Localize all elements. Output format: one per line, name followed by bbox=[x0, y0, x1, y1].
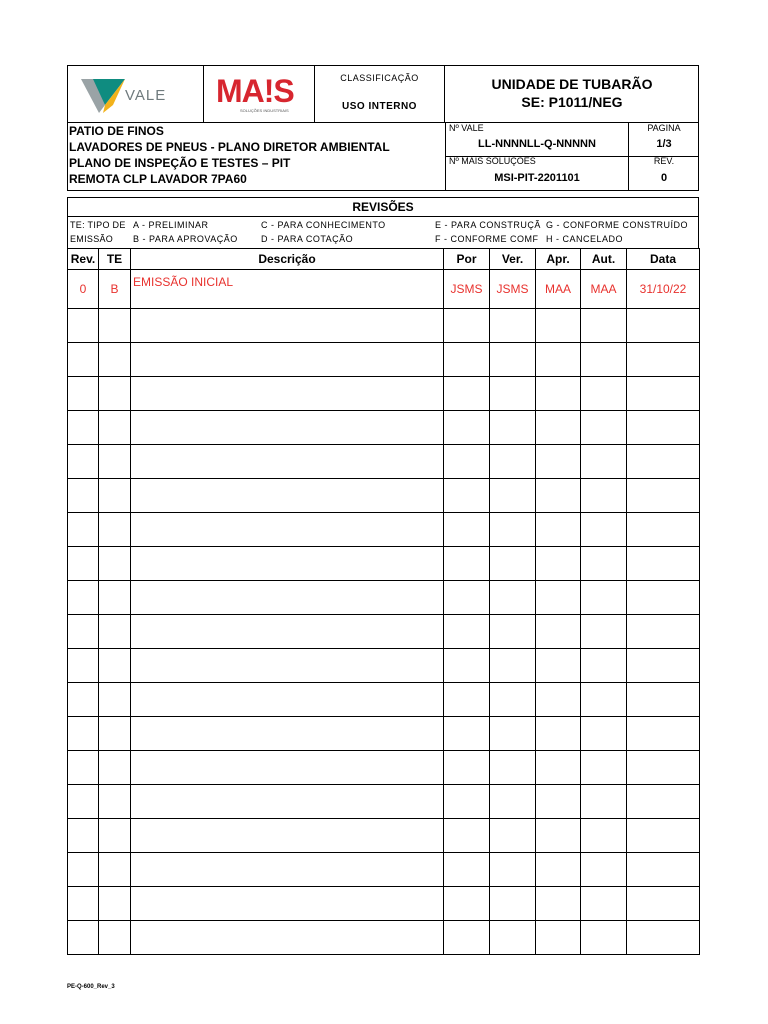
empty-cell bbox=[490, 479, 536, 513]
empty-cell bbox=[581, 547, 627, 581]
empty-cell bbox=[581, 649, 627, 683]
empty-cell bbox=[68, 615, 99, 649]
vale-logo bbox=[67, 65, 204, 123]
col-ver: Ver. bbox=[490, 249, 536, 270]
row-ver: JSMS bbox=[490, 270, 536, 309]
empty-cell bbox=[627, 547, 700, 581]
empty-cell bbox=[490, 785, 536, 819]
legend-te-2: EMISSÃO bbox=[70, 234, 114, 244]
classificacao-value: USO INTERNO bbox=[342, 101, 417, 112]
empty-cell bbox=[536, 309, 581, 343]
empty-cell bbox=[99, 717, 131, 751]
empty-cell bbox=[131, 615, 444, 649]
empty-cell bbox=[131, 377, 444, 411]
mais-no-value: MSI-PIT-2201101 bbox=[494, 172, 580, 184]
table-row bbox=[68, 479, 700, 513]
empty-cell bbox=[131, 751, 444, 785]
empty-cell bbox=[536, 547, 581, 581]
empty-cell bbox=[627, 343, 700, 377]
table-row bbox=[68, 270, 700, 309]
table-row bbox=[68, 411, 700, 445]
empty-cell bbox=[444, 615, 490, 649]
empty-cell bbox=[68, 547, 99, 581]
empty-cell bbox=[99, 411, 131, 445]
col-aut: Aut. bbox=[581, 249, 627, 270]
empty-cell bbox=[490, 819, 536, 853]
col-rev: Rev. bbox=[68, 249, 99, 270]
empty-cell bbox=[444, 921, 490, 955]
empty-cell bbox=[99, 819, 131, 853]
mais-no-cell bbox=[445, 156, 628, 191]
empty-cell bbox=[581, 411, 627, 445]
legend-h: H - CANCELADO bbox=[546, 234, 624, 244]
empty-cell bbox=[444, 649, 490, 683]
empty-cell bbox=[99, 479, 131, 513]
empty-cell bbox=[131, 921, 444, 955]
empty-cell bbox=[536, 581, 581, 615]
empty-cell bbox=[490, 887, 536, 921]
empty-cell bbox=[627, 581, 700, 615]
empty-cell bbox=[490, 309, 536, 343]
legend-a: A - PRELIMINAR bbox=[133, 220, 209, 230]
empty-cell bbox=[536, 445, 581, 479]
rev-cell bbox=[628, 156, 699, 191]
legend-d: D - PARA COTAÇÃO bbox=[261, 234, 354, 244]
empty-cell bbox=[536, 853, 581, 887]
empty-cell bbox=[68, 921, 99, 955]
empty-cell bbox=[68, 581, 99, 615]
table-row bbox=[68, 615, 700, 649]
table-row bbox=[68, 513, 700, 547]
empty-cell bbox=[444, 411, 490, 445]
empty-cell bbox=[68, 479, 99, 513]
table-row bbox=[68, 377, 700, 411]
empty-cell bbox=[131, 343, 444, 377]
empty-cell bbox=[581, 377, 627, 411]
empty-cell bbox=[68, 887, 99, 921]
empty-cell bbox=[627, 921, 700, 955]
unit-line2: SE: P1011/NEG bbox=[521, 94, 623, 110]
empty-cell bbox=[536, 819, 581, 853]
pagina-value: 1/3 bbox=[656, 138, 672, 150]
empty-cell bbox=[444, 853, 490, 887]
empty-cell bbox=[68, 411, 99, 445]
table-row bbox=[68, 309, 700, 343]
col-te: TE bbox=[99, 249, 131, 270]
empty-cell bbox=[536, 513, 581, 547]
empty-cell bbox=[627, 853, 700, 887]
empty-cell bbox=[68, 377, 99, 411]
empty-cell bbox=[99, 377, 131, 411]
classificacao-cell bbox=[315, 65, 445, 123]
row-desc: EMISSÃO INICIAL bbox=[131, 270, 444, 309]
empty-cell bbox=[581, 853, 627, 887]
pagina-label: PAGINA bbox=[647, 123, 681, 133]
empty-cell bbox=[627, 513, 700, 547]
empty-cell bbox=[444, 785, 490, 819]
empty-cell bbox=[536, 717, 581, 751]
footer-code: PE-Q-600_Rev_3 bbox=[67, 984, 115, 990]
empty-cell bbox=[68, 819, 99, 853]
empty-cell bbox=[490, 717, 536, 751]
revisoes-legend bbox=[67, 216, 699, 248]
empty-cell bbox=[490, 683, 536, 717]
empty-cell bbox=[627, 411, 700, 445]
empty-cell bbox=[444, 547, 490, 581]
revisions-table bbox=[67, 248, 700, 955]
empty-cell bbox=[490, 411, 536, 445]
empty-cell bbox=[490, 581, 536, 615]
empty-cell bbox=[581, 513, 627, 547]
empty-cell bbox=[131, 479, 444, 513]
empty-cell bbox=[581, 309, 627, 343]
empty-cell bbox=[444, 581, 490, 615]
empty-cell bbox=[581, 445, 627, 479]
table-row bbox=[68, 853, 700, 887]
empty-cell bbox=[490, 649, 536, 683]
empty-cell bbox=[99, 751, 131, 785]
empty-cell bbox=[581, 785, 627, 819]
table-row bbox=[68, 717, 700, 751]
row-por: JSMS bbox=[444, 270, 490, 309]
empty-cell bbox=[131, 853, 444, 887]
doc-title-line-4: REMOTA CLP LAVADOR 7PA60 bbox=[69, 172, 247, 186]
table-row bbox=[68, 581, 700, 615]
table-row bbox=[68, 785, 700, 819]
unit-line1: UNIDADE DE TUBARÃO bbox=[491, 76, 653, 92]
empty-cell bbox=[581, 717, 627, 751]
empty-cell bbox=[536, 887, 581, 921]
empty-cell bbox=[490, 921, 536, 955]
empty-cell bbox=[536, 479, 581, 513]
empty-cell bbox=[490, 377, 536, 411]
empty-cell bbox=[490, 751, 536, 785]
empty-cell bbox=[581, 581, 627, 615]
vale-logo-icon bbox=[79, 75, 129, 115]
col-data: Data bbox=[627, 249, 700, 270]
empty-cell bbox=[536, 751, 581, 785]
empty-cell bbox=[627, 683, 700, 717]
empty-cell bbox=[68, 445, 99, 479]
empty-cell bbox=[131, 547, 444, 581]
legend-te-1: TE: TIPO DE bbox=[70, 220, 126, 230]
empty-cell bbox=[131, 785, 444, 819]
empty-cell bbox=[444, 377, 490, 411]
empty-cell bbox=[581, 887, 627, 921]
unit-cell bbox=[445, 65, 699, 123]
empty-cell bbox=[131, 411, 444, 445]
table-row bbox=[68, 649, 700, 683]
doc-title bbox=[69, 123, 445, 187]
empty-cell bbox=[444, 445, 490, 479]
pagina-cell bbox=[628, 122, 699, 157]
col-por: Por bbox=[444, 249, 490, 270]
empty-cell bbox=[490, 445, 536, 479]
empty-cell bbox=[99, 921, 131, 955]
empty-cell bbox=[68, 309, 99, 343]
vale-logo-text: VALE bbox=[125, 87, 167, 104]
revisoes-title: REVISÕES bbox=[67, 197, 699, 217]
legend-b: B - PARA APROVAÇÃO bbox=[133, 234, 238, 244]
empty-cell bbox=[99, 445, 131, 479]
empty-cell bbox=[444, 683, 490, 717]
empty-cell bbox=[581, 751, 627, 785]
empty-cell bbox=[131, 309, 444, 343]
empty-cell bbox=[536, 785, 581, 819]
empty-cell bbox=[99, 547, 131, 581]
row-data: 31/10/22 bbox=[627, 270, 700, 309]
empty-cell bbox=[444, 309, 490, 343]
doc-title-line-1: PATIO DE FINOS bbox=[69, 124, 164, 138]
table-row bbox=[68, 343, 700, 377]
mais-logo bbox=[204, 65, 315, 123]
empty-cell bbox=[68, 785, 99, 819]
empty-cell bbox=[627, 717, 700, 751]
table-row bbox=[68, 683, 700, 717]
empty-cell bbox=[490, 513, 536, 547]
empty-cell bbox=[581, 615, 627, 649]
row-aut: MAA bbox=[581, 270, 627, 309]
empty-cell bbox=[490, 547, 536, 581]
empty-cell bbox=[131, 581, 444, 615]
table-row bbox=[68, 547, 700, 581]
empty-cell bbox=[536, 649, 581, 683]
rev-label: REV. bbox=[653, 156, 675, 166]
doc-title-line-3: PLANO DE INSPEÇÃO E TESTES – PIT bbox=[69, 156, 291, 170]
empty-cell bbox=[99, 513, 131, 547]
empty-cell bbox=[536, 343, 581, 377]
classificacao-label: CLASSIFICAÇÃO bbox=[340, 73, 419, 83]
mais-logo-sub: SOLUÇÕES INDUSTRIAIS bbox=[240, 108, 289, 113]
empty-cell bbox=[490, 615, 536, 649]
empty-cell bbox=[536, 377, 581, 411]
legend-f: F - CONFORME COMF bbox=[435, 234, 539, 244]
table-row bbox=[68, 921, 700, 955]
empty-cell bbox=[581, 819, 627, 853]
empty-cell bbox=[444, 479, 490, 513]
col-descricao: Descrição bbox=[131, 249, 444, 270]
empty-cell bbox=[581, 683, 627, 717]
empty-cell bbox=[99, 887, 131, 921]
mais-no-label: Nº MAIS SOLUÇÕES bbox=[449, 156, 536, 166]
empty-cell bbox=[99, 649, 131, 683]
vale-no-cell bbox=[445, 122, 628, 157]
table-row bbox=[68, 819, 700, 853]
table-row bbox=[68, 751, 700, 785]
empty-cell bbox=[581, 921, 627, 955]
empty-cell bbox=[99, 309, 131, 343]
vale-no-label: Nº VALE bbox=[449, 123, 484, 133]
empty-cell bbox=[627, 377, 700, 411]
row-apr: MAA bbox=[536, 270, 581, 309]
empty-cell bbox=[68, 649, 99, 683]
empty-cell bbox=[68, 751, 99, 785]
legend-c: C - PARA CONHECIMENTO bbox=[261, 220, 386, 230]
empty-cell bbox=[627, 649, 700, 683]
empty-cell bbox=[99, 581, 131, 615]
doc-title-line-2: LAVADORES DE PNEUS - PLANO DIRETOR AMBIENTAL bbox=[69, 140, 390, 154]
row-te: B bbox=[99, 270, 131, 309]
empty-cell bbox=[444, 717, 490, 751]
empty-cell bbox=[627, 887, 700, 921]
empty-cell bbox=[536, 411, 581, 445]
empty-cell bbox=[444, 751, 490, 785]
legend-e: E - PARA CONSTRUÇÃ bbox=[435, 220, 541, 230]
empty-cell bbox=[536, 615, 581, 649]
empty-cell bbox=[68, 717, 99, 751]
empty-cell bbox=[99, 683, 131, 717]
empty-cell bbox=[444, 819, 490, 853]
empty-cell bbox=[99, 853, 131, 887]
empty-cell bbox=[490, 853, 536, 887]
table-row bbox=[68, 887, 700, 921]
empty-cell bbox=[68, 343, 99, 377]
empty-cell bbox=[581, 343, 627, 377]
empty-cell bbox=[131, 717, 444, 751]
empty-cell bbox=[444, 343, 490, 377]
col-apr: Apr. bbox=[536, 249, 581, 270]
empty-cell bbox=[131, 445, 444, 479]
empty-cell bbox=[68, 513, 99, 547]
empty-cell bbox=[627, 309, 700, 343]
empty-cell bbox=[627, 751, 700, 785]
empty-cell bbox=[536, 921, 581, 955]
empty-cell bbox=[627, 445, 700, 479]
empty-cell bbox=[131, 649, 444, 683]
empty-cell bbox=[627, 615, 700, 649]
empty-cell bbox=[99, 343, 131, 377]
table-row bbox=[68, 445, 700, 479]
empty-cell bbox=[99, 785, 131, 819]
legend-g: G - CONFORME CONSTRUÍDO bbox=[546, 220, 688, 230]
empty-cell bbox=[99, 615, 131, 649]
empty-cell bbox=[581, 479, 627, 513]
empty-cell bbox=[131, 819, 444, 853]
empty-cell bbox=[131, 887, 444, 921]
empty-cell bbox=[536, 683, 581, 717]
rev-value: 0 bbox=[660, 172, 668, 184]
empty-cell bbox=[68, 853, 99, 887]
vale-no-value: LL-NNNNLL-Q-NNNNN bbox=[478, 138, 596, 150]
empty-cell bbox=[444, 887, 490, 921]
row-rev: 0 bbox=[68, 270, 99, 309]
empty-cell bbox=[627, 785, 700, 819]
empty-cell bbox=[131, 683, 444, 717]
empty-cell bbox=[627, 819, 700, 853]
empty-cell bbox=[131, 513, 444, 547]
mais-logo-text: MA!S bbox=[216, 73, 294, 109]
empty-cell bbox=[444, 513, 490, 547]
empty-cell bbox=[490, 343, 536, 377]
empty-cell bbox=[627, 479, 700, 513]
empty-cell bbox=[68, 683, 99, 717]
table-header bbox=[68, 249, 700, 270]
